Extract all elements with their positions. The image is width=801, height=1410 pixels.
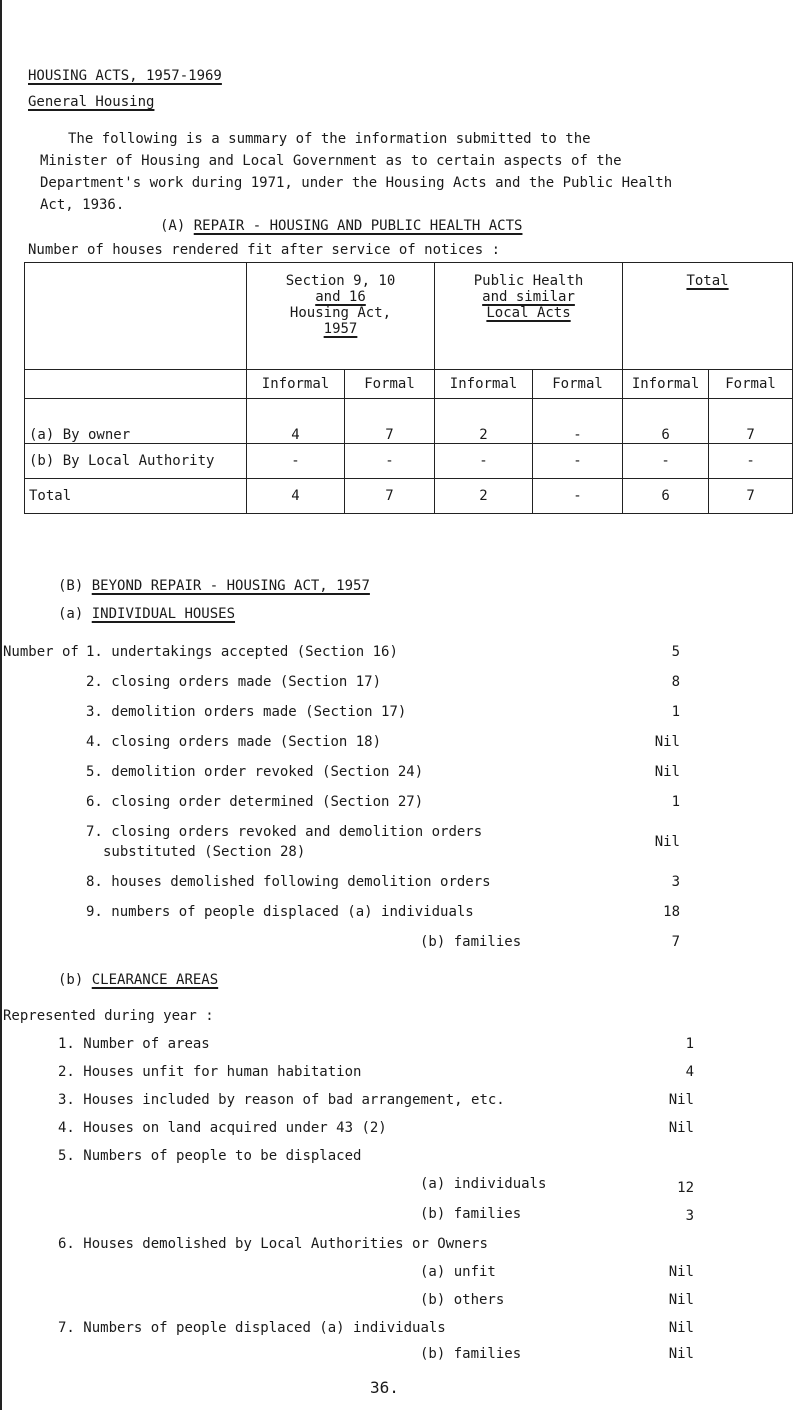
table-cell: - [533, 399, 623, 444]
item-text: closing orders made (Section 17) [111, 674, 382, 690]
list-item [86, 794, 423, 810]
table-cell: - [709, 444, 793, 479]
table-cell: 6 [623, 399, 709, 444]
subheader-cell: Informal [435, 370, 533, 399]
list-item [58, 1236, 488, 1252]
intro-line: Department's work during 1971, under the Housing Acts and the Public Health [40, 175, 673, 191]
individual-title: INDIVIDUAL HOUSES [91, 606, 236, 622]
subheader-blank [25, 370, 247, 399]
item-text: demolition order revoked (Section 24) [111, 764, 424, 780]
item-number: 1. [86, 644, 103, 660]
table-cell: - [345, 444, 435, 479]
individual-prefix: (a) [58, 606, 84, 622]
list-item [58, 1092, 505, 1108]
table-cell: - [247, 444, 345, 479]
item-number: 2. [58, 1064, 75, 1080]
subheader-cell: Formal [709, 370, 793, 399]
table-subheader-row [25, 370, 793, 399]
item-number: 7. [58, 1320, 75, 1336]
item-text: Numbers of people to be displaced [83, 1148, 362, 1164]
table-cell: - [533, 444, 623, 479]
item-value: Nil [654, 764, 680, 780]
table-cell: - [533, 479, 623, 514]
item-text: Numbers of people displaced (a) individuals [83, 1320, 446, 1336]
page-title: HOUSING ACTS, 1957-1969 [28, 68, 222, 84]
item-text: Houses unfit for human habitation [83, 1064, 362, 1080]
item-number: 6. [86, 794, 103, 810]
item-number: 5. [86, 764, 103, 780]
col-public-health-line: Local Acts [486, 305, 571, 321]
item-value: Nil [668, 1120, 694, 1136]
number-of-lead: Number of [3, 644, 79, 660]
item-value: 12 [677, 1180, 694, 1196]
intro-line: Minister of Housing and Local Government as to certain aspects of the [40, 153, 622, 169]
item-number: 3. [86, 704, 103, 720]
item-number: 6. [58, 1236, 75, 1252]
item-text: closing orders revoked and demolition orders [111, 824, 483, 840]
individual-houses-heading [58, 606, 235, 622]
item-text: Number of areas [83, 1036, 210, 1052]
item-text: numbers of people displaced (a) individuals [111, 904, 474, 920]
list-item [86, 734, 381, 750]
subheader-cell: Formal [345, 370, 435, 399]
section-a-caption: Number of houses rendered fit after service of notices : [28, 242, 501, 258]
list-item [58, 1320, 446, 1336]
table-cell: 4 [247, 479, 345, 514]
list-item [86, 644, 398, 660]
item-text: demolition orders made (Section 17) [111, 704, 407, 720]
list-item [58, 1064, 361, 1080]
item-number: 7. [86, 824, 103, 840]
col-total-label: Total [686, 273, 729, 289]
item-text: closing orders made (Section 18) [111, 734, 382, 750]
col-housing-act-line: Section 9, 10 [285, 273, 396, 289]
sub-item: (a) unfit [420, 1264, 496, 1280]
sub-item: (b) families [420, 1346, 522, 1362]
item-number: 4. [86, 734, 103, 750]
table-row-total [25, 479, 793, 514]
col-total [623, 263, 793, 370]
table-cell: - [435, 444, 533, 479]
table-cell: 2 [435, 399, 533, 444]
item-value: Nil [668, 1346, 694, 1362]
table-cell: 7 [709, 479, 793, 514]
section-a-prefix: (A) [160, 218, 186, 234]
table-row [25, 444, 793, 479]
list-item [86, 674, 381, 690]
section-b-title: BEYOND REPAIR - HOUSING ACT, 1957 [91, 578, 370, 594]
item-value: 3 [685, 1208, 694, 1224]
item-number: 2. [86, 674, 103, 690]
table-cell: 7 [709, 399, 793, 444]
item-value: Nil [654, 734, 680, 750]
item-value: Nil [668, 1264, 694, 1280]
subheader-cell: Formal [533, 370, 623, 399]
col-housing-act-line: Housing Act, [289, 305, 392, 321]
row-label: Total [25, 479, 247, 514]
intro-line: Act, 1936. [40, 197, 125, 213]
item-text: Houses on land acquired under 43 (2) [83, 1120, 387, 1136]
item-number: 1. [58, 1036, 75, 1052]
item-value: Nil [654, 834, 680, 850]
item-value: 1 [671, 704, 680, 720]
list-item [58, 1036, 210, 1052]
section-a-title: REPAIR - HOUSING AND PUBLIC HEALTH ACTS [193, 218, 523, 234]
represented-lead: Represented during year : [3, 1008, 214, 1024]
list-item [86, 824, 482, 840]
list-item [86, 874, 491, 890]
item-text: closing order determined (Section 27) [111, 794, 424, 810]
list-item [58, 1148, 361, 1164]
row-label: (b) By Local Authority [25, 444, 247, 479]
table-cell: 6 [623, 479, 709, 514]
item-value: 18 [663, 904, 680, 920]
item-value: 3 [671, 874, 680, 890]
col-housing-act-line: 1957 [323, 321, 358, 337]
list-item [58, 1120, 387, 1136]
item-text: Houses included by reason of bad arrangement, etc. [83, 1092, 505, 1108]
item-text-continued: substituted (Section 28) [103, 844, 306, 860]
sub-item: (b) others [420, 1292, 505, 1308]
section-b-prefix: (B) [58, 578, 84, 594]
clearance-title: CLEARANCE AREAS [91, 972, 219, 988]
item-value: 7 [671, 934, 680, 950]
table-cell: - [623, 444, 709, 479]
intro-paragraph [40, 128, 740, 216]
col-housing-act-line: and 16 [315, 289, 366, 305]
item-text: undertakings accepted (Section 16) [111, 644, 398, 660]
section-a-heading [160, 218, 522, 234]
list-item [86, 904, 474, 920]
item-value: 1 [671, 794, 680, 810]
list-item [86, 704, 406, 720]
col-public-health-line: Public Health [473, 273, 584, 289]
families-sub-item: (b) families [420, 934, 522, 950]
item-value: 8 [671, 674, 680, 690]
subheader-cell: Informal [623, 370, 709, 399]
item-value: 5 [671, 644, 680, 660]
item-value: Nil [668, 1320, 694, 1336]
intro-line: The following is a summary of the information submitted to the [68, 131, 591, 147]
item-number: 3. [58, 1092, 75, 1108]
item-value: Nil [668, 1292, 694, 1308]
page-number: 36. [370, 1378, 399, 1397]
table-cell: 7 [345, 479, 435, 514]
item-value: 4 [685, 1064, 694, 1080]
table-header-row [25, 263, 793, 370]
table-cell: 4 [247, 399, 345, 444]
item-number: 5. [58, 1148, 75, 1164]
table-cell: 2 [435, 479, 533, 514]
row-label: (a) By owner [25, 399, 247, 444]
item-value: 1 [685, 1036, 694, 1052]
item-value: Nil [668, 1092, 694, 1108]
section-b-heading [58, 578, 370, 594]
page-subtitle: General Housing [28, 94, 155, 110]
item-text: Houses demolished by Local Authorities or Owners [83, 1236, 488, 1252]
list-item [86, 764, 423, 780]
item-number: 8. [86, 874, 103, 890]
notices-table [24, 262, 793, 514]
item-number: 4. [58, 1120, 75, 1136]
subheader-cell: Informal [247, 370, 345, 399]
item-text: houses demolished following demolition orders [111, 874, 491, 890]
scan-edge-rule [0, 0, 2, 1410]
table-corner-cell [25, 263, 247, 370]
col-housing-act [247, 263, 435, 370]
clearance-areas-heading [58, 972, 218, 988]
table-cell: 7 [345, 399, 435, 444]
col-public-health-line: and similar [482, 289, 575, 305]
sub-item: (a) individuals [420, 1176, 547, 1192]
item-number: 9. [86, 904, 103, 920]
col-public-health [435, 263, 623, 370]
table-row [25, 399, 793, 444]
sub-item: (b) families [420, 1206, 522, 1222]
clearance-prefix: (b) [58, 972, 84, 988]
